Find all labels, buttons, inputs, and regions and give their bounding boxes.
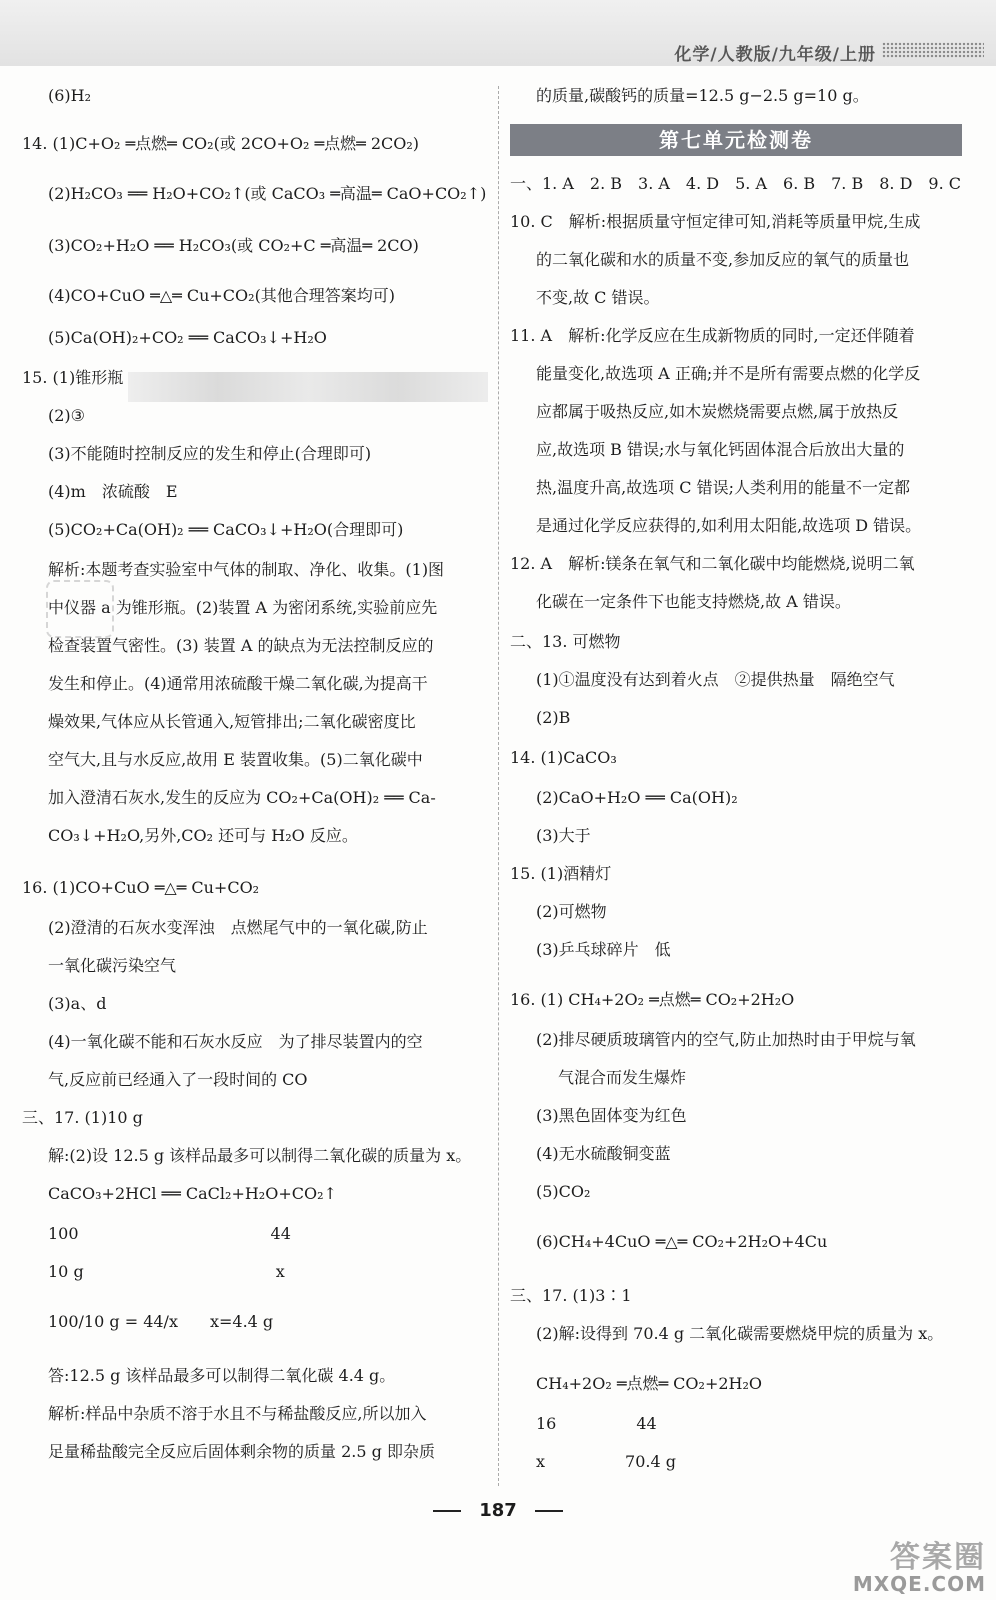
blurred-band [128,372,488,402]
equation-line: 10 g x [48,1262,285,1281]
answer-line: 16. (1) CH₄+2O₂ ═点燃═ CO₂+2H₂O [510,990,795,1009]
answer-line: (3)不能随时控制反应的发生和停止(合理即可) [48,444,372,463]
equation-line: x 70.4 g [536,1452,676,1471]
answer-line: (3)大于 [536,826,591,845]
solution-line: (2)解:设得到 70.4 g 二氧化碳需要燃烧甲烷的质量为 x。 [536,1324,944,1343]
explanation-line: 解析:本题考查实验室中气体的制取、净化、收集。(1)图 [48,560,445,579]
explanation-line: 化碳在一定条件下也能支持燃烧,故 A 错误。 [536,592,851,611]
column-divider [498,86,499,1486]
explanation-line: CO₃↓+H₂O,另外,CO₂ 还可与 H₂O 反应。 [48,826,358,845]
explanation-line: 的质量,碳酸钙的质量=12.5 g−2.5 g=10 g。 [536,86,869,105]
answer-line: 11. A 解析:化学反应在生成新物质的同时,一定还伴随着 [510,326,915,345]
answer-line: (2)③ [48,406,86,425]
answer-line: (6)H₂ [48,86,92,105]
answer-line: (4)CO+CuO ═△═ Cu+CO₂(其他合理答案均可) [48,286,396,305]
equation-line: 16 44 [536,1414,657,1433]
explanation-line: 热,温度升高,故选项 C 错误;人类利用的能量不一定都 [536,478,910,497]
answer-line: 气,反应前已经通入了一段时间的 CO [48,1070,308,1089]
answer-line: (2)B [536,708,571,727]
answer-line: 15. (1)锥形瓶 [22,368,124,387]
explanation-line: 检查装置气密性。(3) 装置 A 的缺点为无法控制反应的 [48,636,434,655]
explanation-line: 燥效果,气体应从长管通入,短管排出;二氧化碳密度比 [48,712,416,731]
explanation-line: 是通过化学反应获得的,如利用太阳能,故选项 D 错误。 [536,516,922,535]
equation-line: 100/10 g = 44/x x=4.4 g [48,1312,274,1331]
answer-line: (2)澄清的石灰水变浑浊 点燃尾气中的一氧化碳,防止 [48,918,428,937]
answer-line: (4)一氧化碳不能和石灰水反应 为了排尽装置内的空 [48,1032,423,1051]
answer-line: (2)H₂CO₃ ══ H₂O+CO₂↑(或 CaCO₃ ═高温═ CaO+CO₂↑) [48,184,487,203]
explanation-line: 发生和停止。(4)通常用浓硫酸干燥二氧化碳,为提高干 [48,674,428,693]
answer-line: (4)无水硫酸铜变蓝 [536,1144,671,1163]
explanation-line: 解析:样品中杂质不溶于水且不与稀盐酸反应,所以加入 [48,1404,427,1423]
answer-line: (1)①温度没有达到着火点 ②提供热量 隔绝空气 [536,670,895,689]
answer-line: 14. (1)C+O₂ ═点燃═ CO₂(或 2CO+O₂ ═点燃═ 2CO₂) [22,134,420,153]
watermark-text: 答案圈 [890,1540,986,1575]
solution-line: 答:12.5 g 该样品最多可以制得二氧化碳 4.4 g。 [48,1366,396,1385]
header-title: 化学/人教版/九年级/上册 [674,45,876,65]
explanation-line: 加入澄清石灰水,发生的反应为 CO₂+Ca(OH)₂ ══ Ca- [48,788,436,807]
equation-line: 100 44 [48,1224,291,1243]
answer-line: (2)可燃物 [536,902,607,921]
answer-line: 一氧化碳污染空气 [48,956,177,975]
page-number [0,1500,996,1521]
explanation-line: 应,故选项 B 错误;水与氧化钙固体混合后放出大量的 [536,440,905,459]
answer-line: 12. A 解析:镁条在氧气和二氧化碳中均能燃烧,说明二氧 [510,554,915,573]
equation-line: CaCO₃+2HCl ══ CaCl₂+H₂O+CO₂↑ [48,1184,337,1203]
answer-line: (3)CO₂+H₂O ══ H₂CO₃(或 CO₂+C ═高温═ 2CO) [48,236,419,255]
answer-line: (4)m 浓硫酸 E [48,482,178,501]
explanation-line: 的二氧化碳和水的质量不变,参加反应的氧气的质量也 [536,250,910,269]
explanation-line: 应都属于吸热反应,如木炭燃烧需要点燃,属于放热反 [536,402,899,421]
dash-left [433,1510,461,1512]
answer-line: (2)CaO+H₂O ══ Ca(OH)₂ [536,788,738,807]
answer-line: 气混合而发生爆炸 [558,1068,687,1087]
answer-line: 15. (1)酒精灯 [510,864,612,883]
solution-line: 解:(2)设 12.5 g 该样品最多可以制得二氧化碳的质量为 x。 [48,1146,472,1165]
header-dot-pattern [882,42,984,58]
watermark-url: MXQE.COM [852,1572,986,1596]
answer-line: 16. (1)CO+CuO ═△═ Cu+CO₂ [22,878,260,897]
explanation-line: 中仪器 a 为锥形瓶。(2)装置 A 为密闭系统,实验前应先 [48,598,438,617]
equation-line: CH₄+2O₂ ═点燃═ CO₂+2H₂O [536,1374,763,1393]
watermark-logo [800,1532,986,1594]
answer-line: (5)Ca(OH)₂+CO₂ ══ CaCO₃↓+H₂O [48,328,327,347]
answer-line: (5)CO₂ [536,1182,591,1201]
answer-line: 二、13. 可燃物 [510,632,621,651]
answer-line: 14. (1)CaCO₃ [510,748,617,767]
answer-line: (3)a、d [48,994,107,1013]
answer-line: (5)CO₂+Ca(OH)₂ ══ CaCO₃↓+H₂O(合理即可) [48,520,404,539]
explanation-line: 能量变化,故选项 A 正确;并不是所有需要点燃的化学反 [536,364,921,383]
answer-line: (3)乒乓球碎片 低 [536,940,671,959]
answer-line: 10. C 解析:根据质量守恒定律可知,消耗等质量甲烷,生成 [510,212,921,231]
page-number-text: 187 [479,1500,517,1521]
explanation-line: 空气大,且与水反应,故用 E 装置收集。(5)二氧化碳中 [48,750,423,769]
answer-line: 三、17. (1)10 g [22,1108,143,1127]
answer-line: (6)CH₄+4CuO ═△═ CO₂+2H₂O+4Cu [536,1232,828,1251]
explanation-line: 不变,故 C 错误。 [536,288,660,307]
answer-line: 一、1. A 2. B 3. A 4. D 5. A 6. B 7. B 8. D 9. C [510,174,962,193]
explanation-line: 足量稀盐酸完全反应后固体剩余物的质量 2.5 g 即杂质 [48,1442,435,1461]
answer-line: (3)黑色固体变为红色 [536,1106,687,1125]
dash-right [535,1510,563,1512]
section-banner: 第七单元检测卷 [510,124,962,156]
answer-line: (2)排尽硬质玻璃管内的空气,防止加热时由于甲烷与氧 [536,1030,916,1049]
answer-line: 三、17. (1)3∶1 [510,1286,632,1305]
